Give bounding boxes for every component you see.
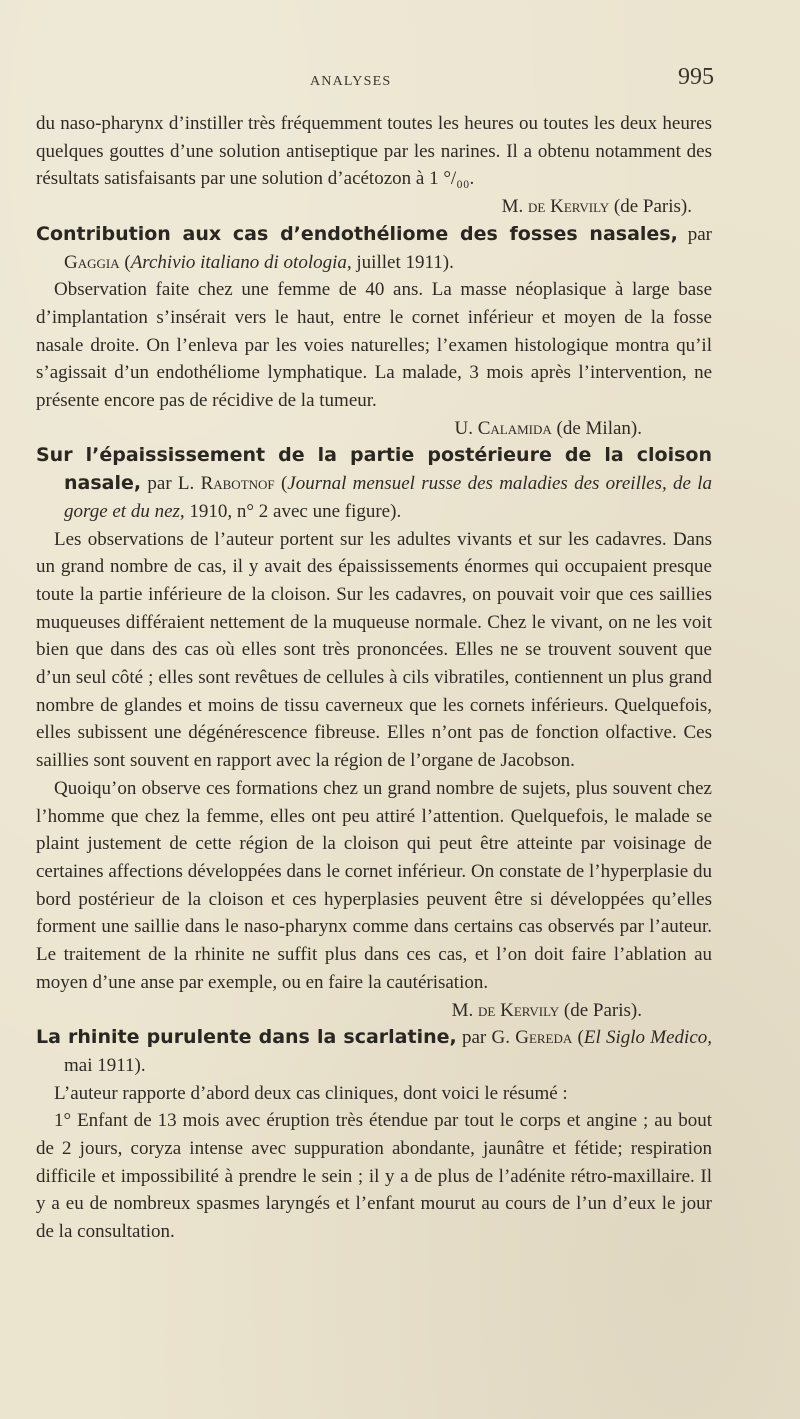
article0-continuation bbox=[36, 110, 712, 193]
article3-heading bbox=[36, 1024, 712, 1079]
article1-author: Gaggia bbox=[64, 251, 120, 273]
article3-intro: L’auteur rapporte d’abord deux cas cliniques, dont voici le résumé : bbox=[54, 1082, 568, 1104]
sig-particle: de bbox=[528, 196, 546, 218]
article2-paren: ( bbox=[280, 473, 288, 495]
sig-place: (de Paris). bbox=[613, 196, 692, 218]
article1-source: Archivio italiano di otologia, bbox=[130, 251, 352, 273]
article2-title: Sur l’épaississement de la partie postérieure de la cloison nasale, bbox=[36, 444, 712, 495]
sig-prefix: M. bbox=[501, 196, 524, 218]
sig-name: Kervily bbox=[500, 999, 560, 1021]
article3-date: mai 1911). bbox=[64, 1054, 146, 1076]
article1-date: juillet 1911). bbox=[356, 251, 454, 273]
article3-author: Gereda bbox=[515, 1027, 573, 1049]
article2-by: par L. bbox=[147, 473, 195, 495]
sig-place: (de Paris). bbox=[563, 999, 642, 1021]
page-number: 995 bbox=[678, 64, 714, 90]
article2-source: Journal mensuel russe des maladies des oreilles, de la gorge et du nez, bbox=[64, 473, 712, 522]
article3-by: par G. bbox=[461, 1027, 510, 1049]
article2-paragraph-1: Les observations de l’auteur portent sur les adultes vivants et sur les cadavres. Dans un grand nombre de cas, il y avait des épaississements énormes qui occupaient presque toute la partie inférieure de la cloison. Sur les cadavres, on pouvait voir que ces saillies muqueuses différaient nettement de la muqueuse normale. Chez le vivant, on ne les voit bien que dans des cas où elles sont très prononcées. Elles ne se trouvent souvent que d’un seul côté ; elles sont revêtues de cellules à cils vibratiles, contiennent un plus grand nombre de glandes et moins de tissu caverneux que les cornets inférieurs. Quelquefois, elles subissent une dégénérescence fibreuse. Elles n’ont pas de fonction olfactive. Ces saillies sont souvent en rapport avec la région de l’organe de Jacobson. bbox=[36, 528, 712, 772]
article2-heading bbox=[36, 442, 712, 525]
article1-paren: ( bbox=[124, 251, 131, 273]
article1-heading bbox=[36, 221, 712, 276]
article0-body: du naso-pharynx d’instiller très fréquemment toutes les heures ou toutes les deux heures quelques gouttes d’une solution antiseptique par les narines. Il a obtenu notamment des résultats satisfaisants par une solution d’acétozon à 1 °/₀₀. bbox=[36, 113, 712, 190]
article2-signature bbox=[36, 997, 712, 1025]
sig-prefix: U. bbox=[454, 417, 473, 439]
article0-signature bbox=[36, 193, 712, 221]
section-title: ANALYSES bbox=[310, 74, 392, 89]
article2-date: 1910, n° 2 avec une figure). bbox=[189, 500, 402, 522]
article3-paren: ( bbox=[577, 1027, 584, 1049]
sig-name: Calamida bbox=[477, 417, 552, 439]
sig-prefix: M. bbox=[451, 999, 474, 1021]
article1-body: Observation faite chez une femme de 40 ans. La masse néoplasique à large base d’implantation s’insérait vers le haut, entre le cornet inférieur et moyen de la fosse nasale droite. On l’enleva par les voies naturelles; l’examen histologique montra qu’il s’agissait d’un endothéliome lymphatique. La malade, 3 mois après l’intervention, ne présente encore pas de récidive de la tumeur. bbox=[36, 279, 712, 412]
article3-source: El Siglo Medico, bbox=[583, 1027, 713, 1049]
article-text bbox=[36, 110, 712, 1246]
sig-place: (de Milan). bbox=[556, 417, 642, 439]
article2-author: Rabotnof bbox=[200, 473, 275, 495]
article3-case-1: 1° Enfant de 13 mois avec éruption très étendue par tout le corps et angine ; au bout de 2 jours, coryza intense avec suppuration abondante, jaunâtre et fétide; respiration difficile et impossibilité à prendre le sein ; il y a de plus de l’adénite rétro-maxillaire. Il y a eu de nombreux spasmes laryngés et l’enfant mourut au cours de l’un d’eux le jour de la consultation. bbox=[36, 1110, 712, 1243]
sig-particle: de bbox=[478, 999, 496, 1021]
article3-title: La rhinite purulente dans la scarlatine, bbox=[36, 1026, 457, 1049]
article1-title: Contribution aux cas d’endothéliome des fosses nasales, bbox=[36, 222, 678, 245]
article1-by: par bbox=[687, 223, 713, 245]
article2-paragraph-2: Quoiqu’on observe ces formations chez un grand nombre de sujets, plus souvent chez l’homme que chez la femme, elles ont peu attiré l’attention. Quelquefois, le malade se plaint justement de cette région de la cloison qui peut être atteinte par voisinage de certaines affections développées dans le cornet inférieur. On constate de l’hyperplasie du bord postérieur de la cloison et ces hyperplasies peuvent être si développées qu’elles forment une saillie dans le naso-pharynx comme dans certains cas observés par l’auteur. Le traitement de la rhinite ne suffit plus dans ces cas, et l’on doit faire l’ablation au moyen d’une anse par exemple, ou en faire la cautérisation. bbox=[36, 777, 712, 993]
running-head bbox=[0, 62, 800, 92]
sig-name: Kervily bbox=[550, 196, 610, 218]
article1-signature bbox=[36, 415, 712, 443]
